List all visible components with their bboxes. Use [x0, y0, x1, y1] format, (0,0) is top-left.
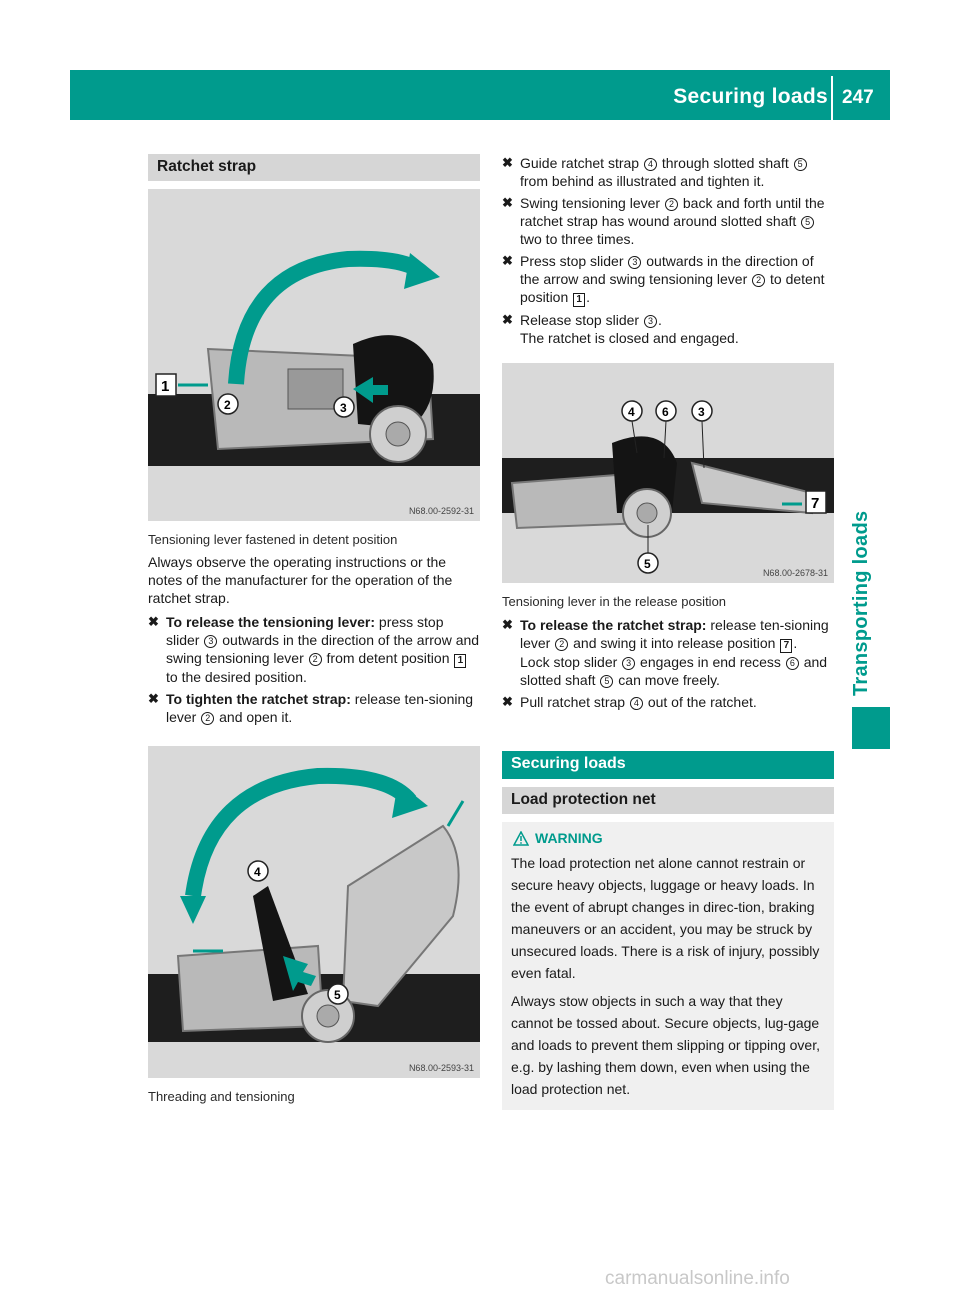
svg-text:5: 5: [644, 557, 651, 571]
step-press-slider: [502, 252, 834, 307]
step-text: .: [657, 312, 662, 328]
step-marker-icon: ✖: [148, 691, 159, 706]
warning-title: WARNING: [535, 830, 603, 846]
step-text: Lock stop slider: [520, 654, 622, 670]
step-text: Release stop slider: [520, 312, 643, 328]
svg-text:1: 1: [161, 378, 170, 395]
svg-text:3: 3: [340, 401, 347, 415]
step-guide-strap: [502, 154, 834, 190]
figure-caption: Tensioning lever in the release position: [502, 594, 727, 609]
step-text: and open it.: [215, 709, 293, 725]
step-text: two to three times.: [520, 231, 635, 247]
figure-code: N68.00-2592-31: [408, 506, 474, 516]
step-title: To tighten the ratchet strap:: [166, 691, 351, 707]
step-marker-icon: ✖: [502, 312, 513, 327]
ref-6: 6: [786, 657, 799, 670]
ref-position-1: 1: [454, 654, 466, 668]
ref-position-7: 7: [780, 639, 792, 653]
figure-caption: Threading and tensioning: [148, 1089, 295, 1104]
step-text: back and forth until the ratchet strap has wound around slotted shaft: [520, 195, 825, 229]
ref-2: 2: [555, 638, 568, 651]
intro-paragraph: Always observe the operating instructions or the notes of the manufacturer for the operation of the ratchet strap.: [148, 554, 453, 606]
ref-5: 5: [600, 675, 613, 688]
section-heading-load-protection-net: Load protection net: [502, 787, 834, 814]
warning-paragraph-2: Always stow objects in such a way that they cannot be tossed about. Secure objects, lug-gage and loads to prevent them slipping or tipping over, e.g. by lashing them down, even when using the load protection net.: [511, 993, 820, 1097]
step-text: can move freely.: [614, 672, 720, 688]
warning-triangle-icon: [513, 831, 529, 846]
svg-text:5: 5: [334, 988, 341, 1002]
step-swing-lever: [502, 194, 834, 248]
step-title: To release the ratchet strap:: [520, 617, 707, 633]
step-text: press stop slider: [166, 614, 444, 648]
page-section-title: Securing loads: [673, 85, 828, 108]
step-pull-strap: [502, 693, 834, 711]
warning-heading: [511, 830, 825, 846]
side-tab-label: Transporting loads: [850, 510, 872, 696]
step-title: To release the tensioning lever:: [166, 614, 376, 630]
svg-text:4: 4: [254, 865, 261, 879]
right-column: [502, 154, 834, 1110]
step-marker-icon: ✖: [502, 253, 513, 268]
ref-2: 2: [752, 274, 765, 287]
section-heading-securing-loads: Securing loads: [502, 751, 834, 779]
step-marker-icon: ✖: [502, 694, 513, 709]
ratchet-illustration-3: [502, 363, 834, 583]
ref-2: 2: [201, 712, 214, 725]
figure-caption: Tensioning lever fastened in detent position: [148, 532, 398, 547]
ratchet-illustration-2: [148, 746, 480, 1078]
ratchet-illustration-1: [148, 189, 480, 521]
svg-text:3: 3: [698, 405, 705, 419]
ref-3: 3: [644, 315, 657, 328]
ref-5: 5: [801, 216, 814, 229]
step-text: release ten-sioning lever: [520, 617, 829, 651]
step-tighten-strap: [148, 690, 480, 726]
ref-position-1: 1: [573, 293, 585, 307]
step-release-slider: [502, 311, 834, 347]
ref-5: 5: [794, 158, 807, 171]
step-text: and swing it into release position: [569, 635, 780, 651]
step-marker-icon: ✖: [502, 617, 513, 632]
step-text: .: [586, 289, 591, 305]
ref-3: 3: [628, 256, 641, 269]
header-divider: [831, 76, 833, 120]
figure-code: N68.00-2593-31: [408, 1063, 474, 1073]
warning-box: [502, 822, 834, 1110]
step-text: outwards in the direction of the arrow and swing tensioning lever: [520, 253, 814, 287]
side-tab-marker: [852, 707, 890, 749]
step-text: .: [793, 635, 798, 651]
step-text: Guide ratchet strap: [520, 155, 643, 171]
left-column: [148, 154, 480, 1105]
step-release-lever: [148, 613, 480, 686]
step-text: through slotted shaft: [657, 155, 793, 171]
ref-3: 3: [204, 635, 217, 648]
step-text: release ten-sioning lever: [166, 691, 474, 725]
figure-release-position: [502, 363, 834, 583]
step-text: out of the ratchet.: [643, 694, 757, 710]
step-text: Pull ratchet strap: [520, 694, 629, 710]
step-text: engages in end recess: [636, 654, 785, 670]
step-text: from detent position: [322, 650, 454, 666]
svg-text:2: 2: [224, 398, 231, 412]
warning-paragraph-1: The load protection net alone cannot restrain or secure heavy objects, luggage or heavy loads. In the event of abrupt changes in direc-tion, braking maneuvers or an accident, you may be struck by unsecured loads. There is a risk of injury, possibly even fatal.: [511, 855, 820, 981]
figure-threading: [148, 746, 480, 1078]
step-release-ratchet: [502, 616, 834, 689]
step-text: Swing tensioning lever: [520, 195, 664, 211]
ref-2: 2: [665, 198, 678, 211]
ref-3: 3: [622, 657, 635, 670]
step-text: Press stop slider: [520, 253, 628, 269]
step-marker-icon: ✖: [502, 195, 513, 210]
step-text: and slotted shaft: [520, 654, 828, 688]
watermark: carmanualsonline.info: [605, 1268, 790, 1289]
svg-text:4: 4: [628, 405, 635, 419]
ref-4: 4: [630, 697, 643, 710]
svg-text:6: 6: [662, 405, 669, 419]
svg-text:7: 7: [811, 495, 820, 512]
step-marker-icon: ✖: [148, 614, 159, 629]
step-marker-icon: ✖: [502, 155, 513, 170]
step-text: from behind as illustrated and tighten it.: [520, 173, 765, 189]
section-heading-ratchet-strap: Ratchet strap: [148, 154, 480, 181]
step-text: to detent position: [520, 271, 825, 305]
step-text: outwards in the direction of the arrow and swing tensioning lever: [166, 632, 480, 666]
step-result-text: The ratchet is closed and engaged.: [520, 330, 739, 346]
ref-4: 4: [644, 158, 657, 171]
step-text: to the desired position.: [166, 669, 307, 685]
figure-code: N68.00-2678-31: [762, 568, 828, 578]
ref-2: 2: [309, 653, 322, 666]
figure-tensioning-lever: [148, 189, 480, 521]
page-number: 247: [842, 87, 874, 108]
